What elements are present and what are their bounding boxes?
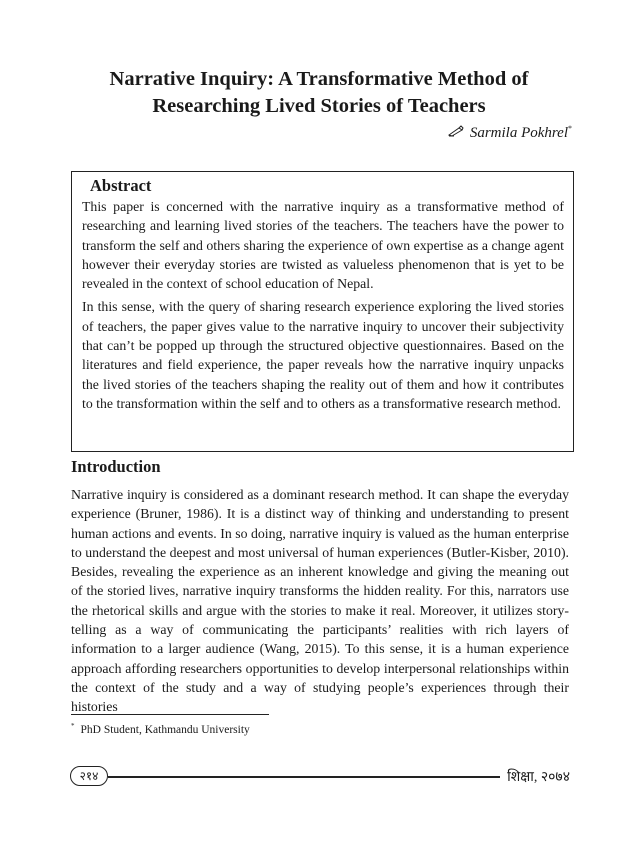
abstract-box bbox=[71, 171, 574, 452]
page-number: २१४ bbox=[70, 766, 108, 786]
paper-title bbox=[70, 66, 568, 120]
title-line-1: Narrative Inquiry: A Transformative Method of bbox=[109, 68, 529, 90]
abstract-heading: Abstract bbox=[90, 176, 152, 195]
footnote-marker: * bbox=[71, 722, 75, 730]
footnote-text: PhD Student, Kathmandu University bbox=[80, 723, 250, 736]
pen-nib-icon bbox=[448, 125, 464, 142]
footnote bbox=[71, 722, 250, 736]
author-footnote-marker: * bbox=[568, 124, 572, 133]
introduction-paragraph: Narrative inquiry is considered as a dominant research method. It can shape the everyday experience (Bruner, 1986). It is a distinct way of thinking and understanding to present human actions and events. In so doing, narrative inquiry is valued as the human enterprise to understand the deepest and most universal of human experiences (Butler-Kisber, 2010). Besides, revealing the experience as an inherent knowledge and giving the meaning out of the storied lives, narrative inquiry transforms the hidden reality. For this, narrators use the rhetorical skills and argue with the stories to make it real. Moreover, it utilizes story-telling as a way of communicating the participants’ realities with rich layers of information to a larger audience (Wang, 2015). To this sense, it is a human experience approach affording researchers opportunities to develop interpersonal relationships within the context of the study and a way of studying people’s experiences through their histories bbox=[71, 487, 569, 715]
footnote-divider bbox=[71, 714, 269, 715]
introduction-heading: Introduction bbox=[71, 457, 161, 476]
footer-rule bbox=[108, 776, 500, 778]
abstract-paragraph-1: This paper is concerned with the narrative inquiry as a transformative method of researching and learning lived stories of the teachers. The teachers have the power to transform the self and others sharing the experience of own expertise as a change agent however their everyday stories are twisted as valueless phenomenon that is yet to be revealed in the context of school education of Nepal. bbox=[82, 199, 564, 292]
page-footer bbox=[70, 766, 570, 790]
author-name: Sarmila Pokhrel bbox=[469, 125, 568, 141]
abstract-paragraph-2: In this sense, with the query of sharing research experience exploring the lived stories of teachers, the paper gives value to the narrative inquiry to uncover their subjectivity that can’t be popped up through the structured objective questionnaires. Based on the literatures and field experience, the paper reveals how the narrative inquiry unpacks the lived stories of the teachers shaping the reality out of them and how it contributes to the transformation within the self and to others as a transformative research method. bbox=[82, 299, 564, 411]
author-byline bbox=[448, 124, 572, 142]
journal-name: शिक्षा, २०७४ bbox=[507, 770, 570, 785]
title-line-2: Researching Lived Stories of Teachers bbox=[152, 95, 486, 117]
